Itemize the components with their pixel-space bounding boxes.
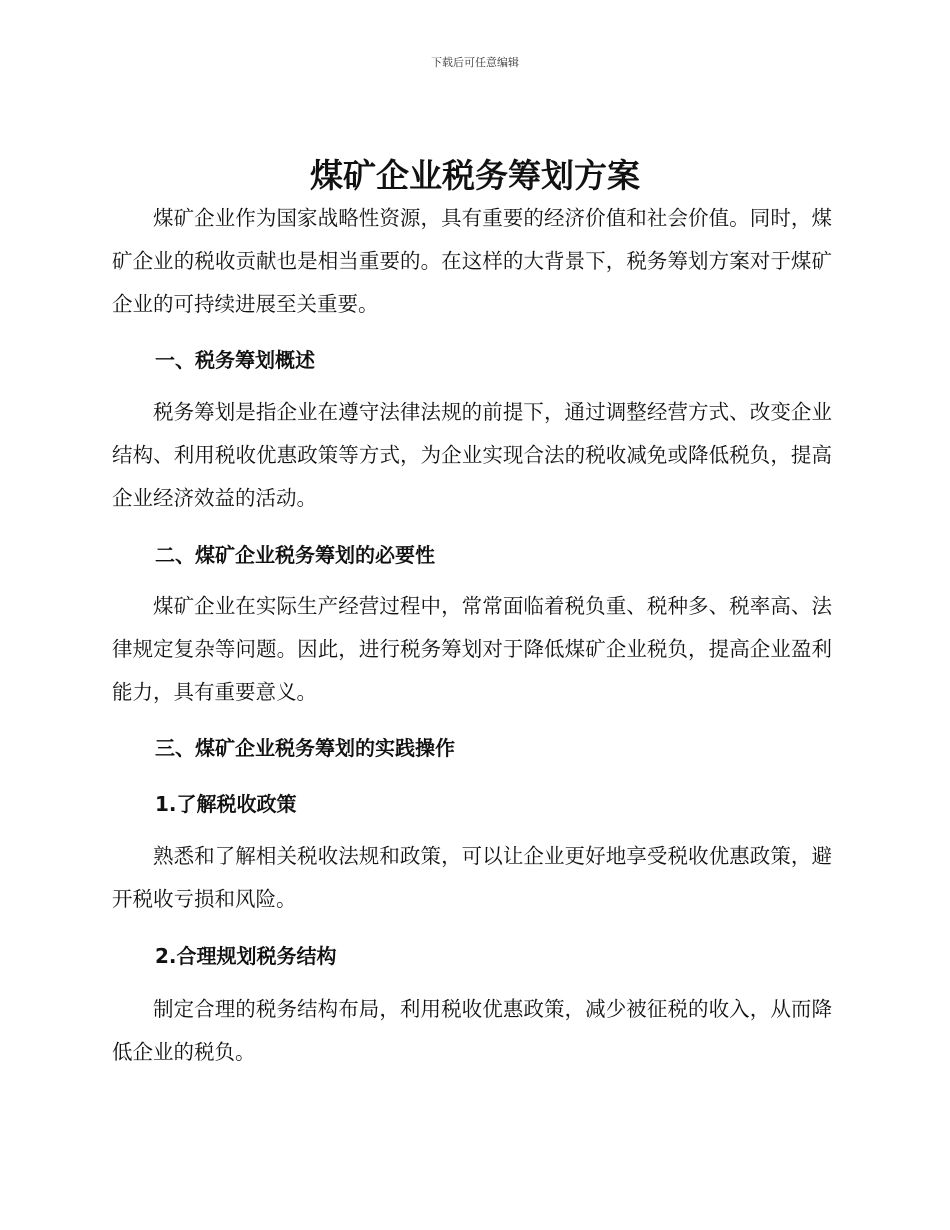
header-note: 下载后可任意编辑 (431, 56, 519, 69)
section-paragraph-overview: 税务筹划是指企业在遵守法律法规的前提下，通过调整经营方式、改变企业结构、利用税收优惠政策等方式，为企业实现合法的税收减免或降低税负，提高企业经济效益的活动。 (112, 400, 832, 510)
section-heading-practice: 三、煤矿企业税务筹划的实践操作 (155, 736, 455, 760)
section-heading-necessity: 二、煤矿企业税务筹划的必要性 (155, 543, 435, 567)
intro-paragraph: 煤矿企业作为国家战略性资源，具有重要的经济价值和社会价值。同时，煤矿企业的税收贡献也是相当重要的。在这样的大背景下，税务筹划方案对于煤矿企业的可持续进展至关重要。 (112, 206, 832, 316)
document-title: 煤矿企业税务筹划方案 (310, 156, 640, 195)
subsection-heading-structure: 2.合理规划税务结构 (155, 944, 337, 968)
subsection-heading-policy: 1.了解税收政策 (155, 792, 297, 816)
section-paragraph-necessity: 煤矿企业在实际生产经营过程中，常常面临着税负重、税种多、税率高、法律规定复杂等问题。因此，进行税务筹划对于降低煤矿企业税负，提高企业盈利能力，具有重要意义。 (112, 594, 832, 704)
subsection-paragraph-structure: 制定合理的税务结构布局，利用税收优惠政策，减少被征税的收入，从而降低企业的税负。 (112, 997, 832, 1064)
subsection-paragraph-policy: 熟悉和了解相关税收法规和政策，可以让企业更好地享受税收优惠政策，避开税收亏损和风险。 (112, 844, 832, 911)
section-heading-overview: 一、税务筹划概述 (155, 348, 315, 372)
